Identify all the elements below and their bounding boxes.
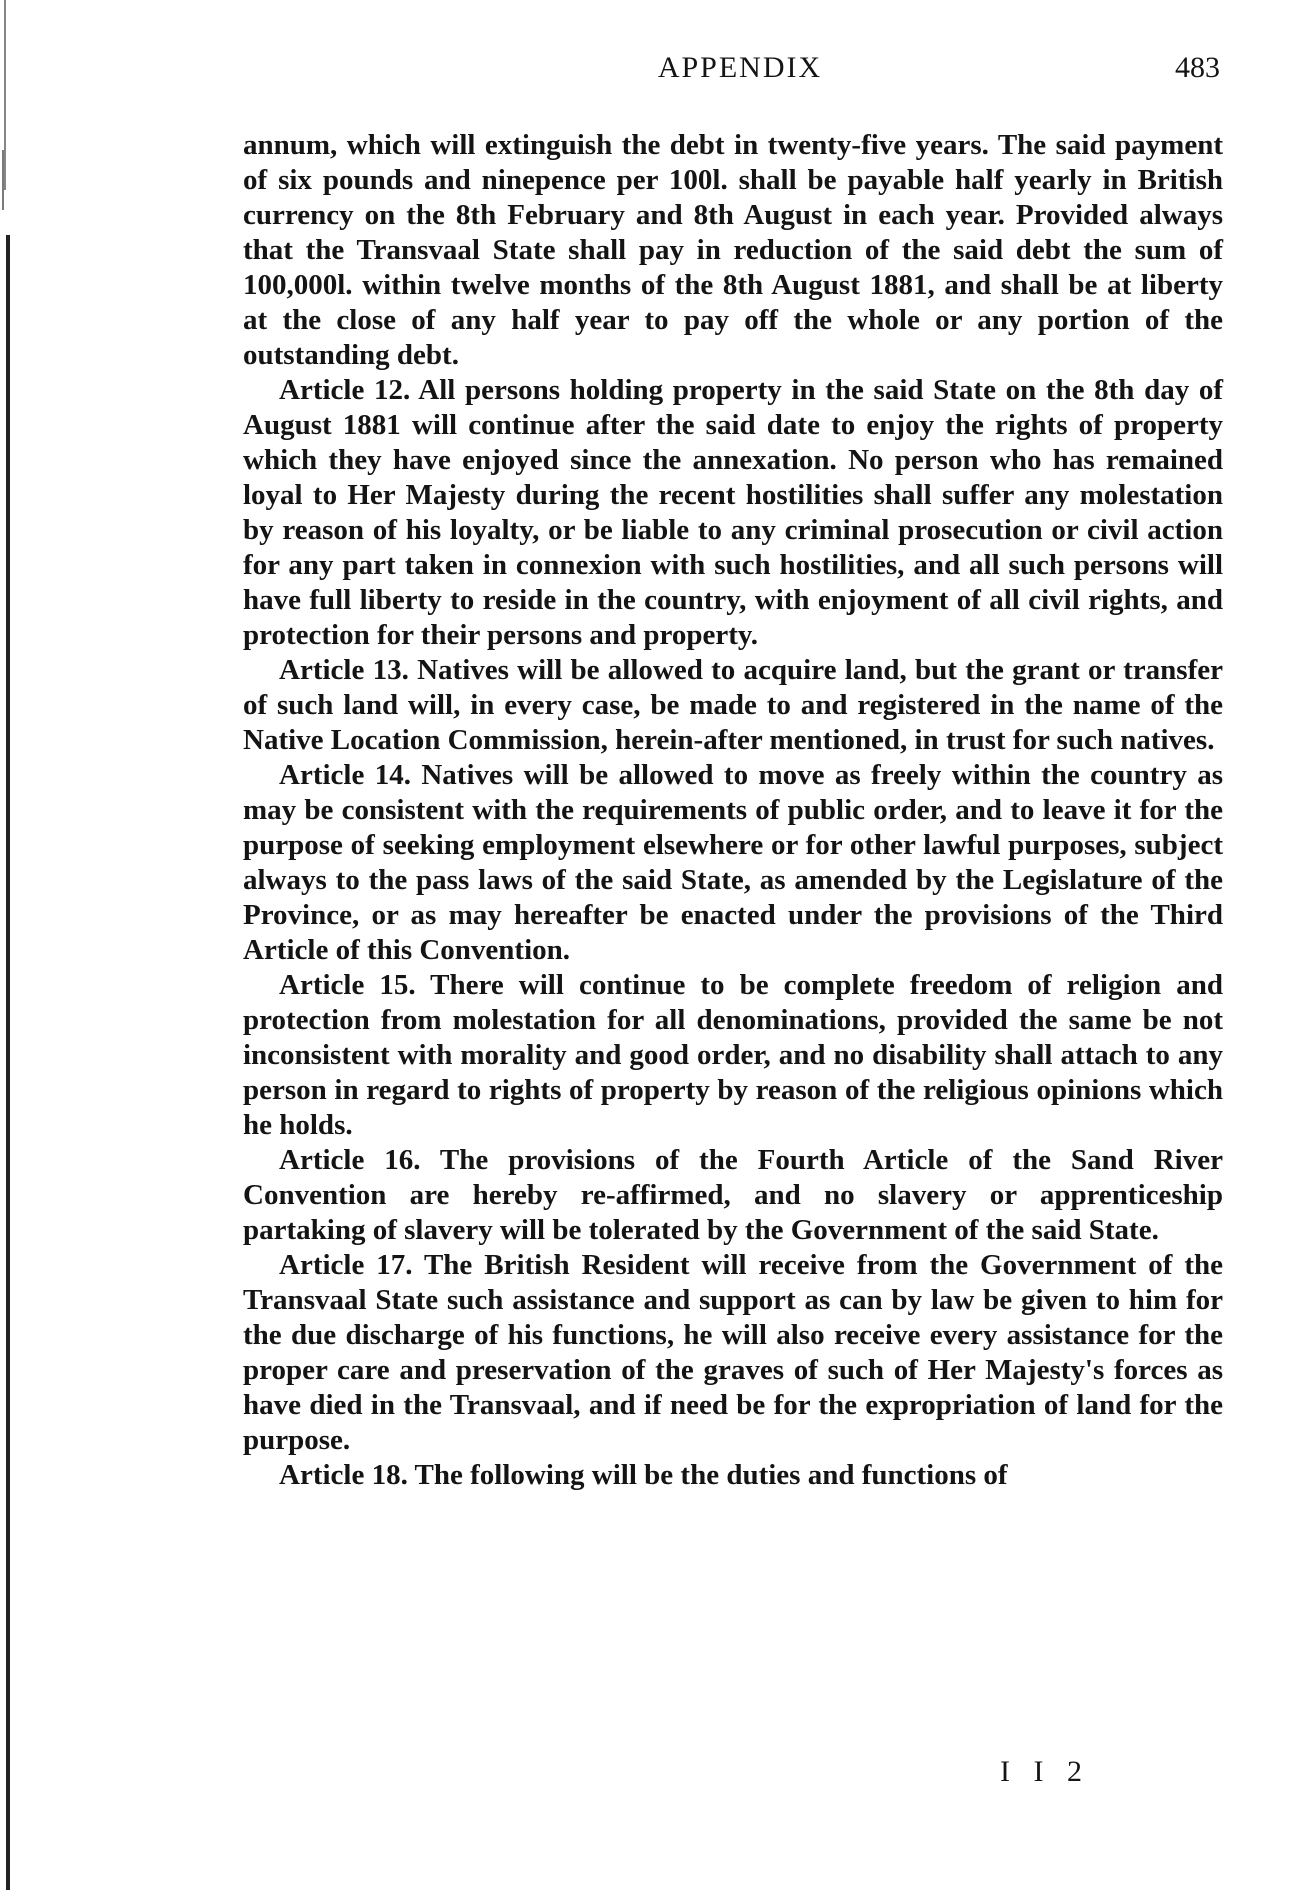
page-number: 483 xyxy=(1175,51,1220,84)
paragraph-article-18: Article 18. The following will be the duties and functions of xyxy=(279,1459,1008,1491)
binding-line xyxy=(4,0,6,190)
binding-line xyxy=(6,235,10,1890)
paragraph-article-15: Article 15. There will continue to be complete freedom of religion and protection from molestation for all denominations, provided the same be not inconsistent with morality and good order, and no disability shall attach to any person in regard to rights of property by reason of the religious opinions which he holds. xyxy=(243,969,1223,1141)
binding-edge xyxy=(0,0,14,1890)
paragraph-article-14: Article 14. Natives will be allowed to move as freely within the country as may be consistent with the requirements of public order, and to leave it for the purpose of seeking employment elsewhere or for other lawful purposes, subject always to the pass laws of the said State, as amended by the Legislature of the Province, or as may hereafter be enacted under the provisions of the Third Article of this Convention. xyxy=(243,759,1223,966)
paragraph-article-17: Article 17. The British Resident will receive from the Government of the Transvaal State such assistance and support as can by law be given to him for the due discharge of his functions, he will also receive every assistance for the proper care and preservation of the graves of such of Her Majesty's forces as have died in the Transvaal, and if need be for the expropriation of land for the purpose. xyxy=(243,1249,1223,1456)
paragraph-article-12: Article 12. All persons holding property in the said State on the 8th day of August 1881 will continue after the said date to enjoy the rights of property which they have enjoyed since the annexation. No person who has remained loyal to Her Majesty during the recent hostilities shall suffer any molestation by reason of his loyalty, or be liable to any criminal prosecution or civil action for any part taken in connexion with such hostilities, and all such persons will have full liberty to reside in the country, with enjoyment of all civil rights, and protection for their persons and property. xyxy=(243,374,1223,651)
body-text xyxy=(243,128,1223,1493)
paragraph-article-13: Article 13. Natives will be allowed to acquire land, but the grant or transfer of such land will, in every case, be made to and registered in the name of the Native Location Commission, herein-after mentioned, in trust for such natives. xyxy=(243,654,1223,756)
running-title: APPENDIX xyxy=(657,51,823,84)
paragraph-article-16: Article 16. The provisions of the Fourth Article of the Sand River Convention are hereby re-affirmed, and no slavery or apprenticeship partaking of slavery will be tolerated by the Government of the said State. xyxy=(243,1144,1223,1246)
signature-mark: I I 2 xyxy=(1000,1755,1090,1788)
paragraph-continuation: annum, which will extinguish the debt in twenty-five years. The said payment of six pounds and ninepence per 100l. shall be payable half yearly in British currency on the 8th February and 8th August in each year. Provided always that the Transvaal State shall pay in reduction of the said debt the sum of 100,000l. within twelve months of the 8th August 1881, and shall be at liberty at the close of any half year to pay off the whole or any portion of the outstanding debt. xyxy=(243,129,1223,371)
binding-line xyxy=(2,150,4,210)
running-head xyxy=(0,48,1300,88)
